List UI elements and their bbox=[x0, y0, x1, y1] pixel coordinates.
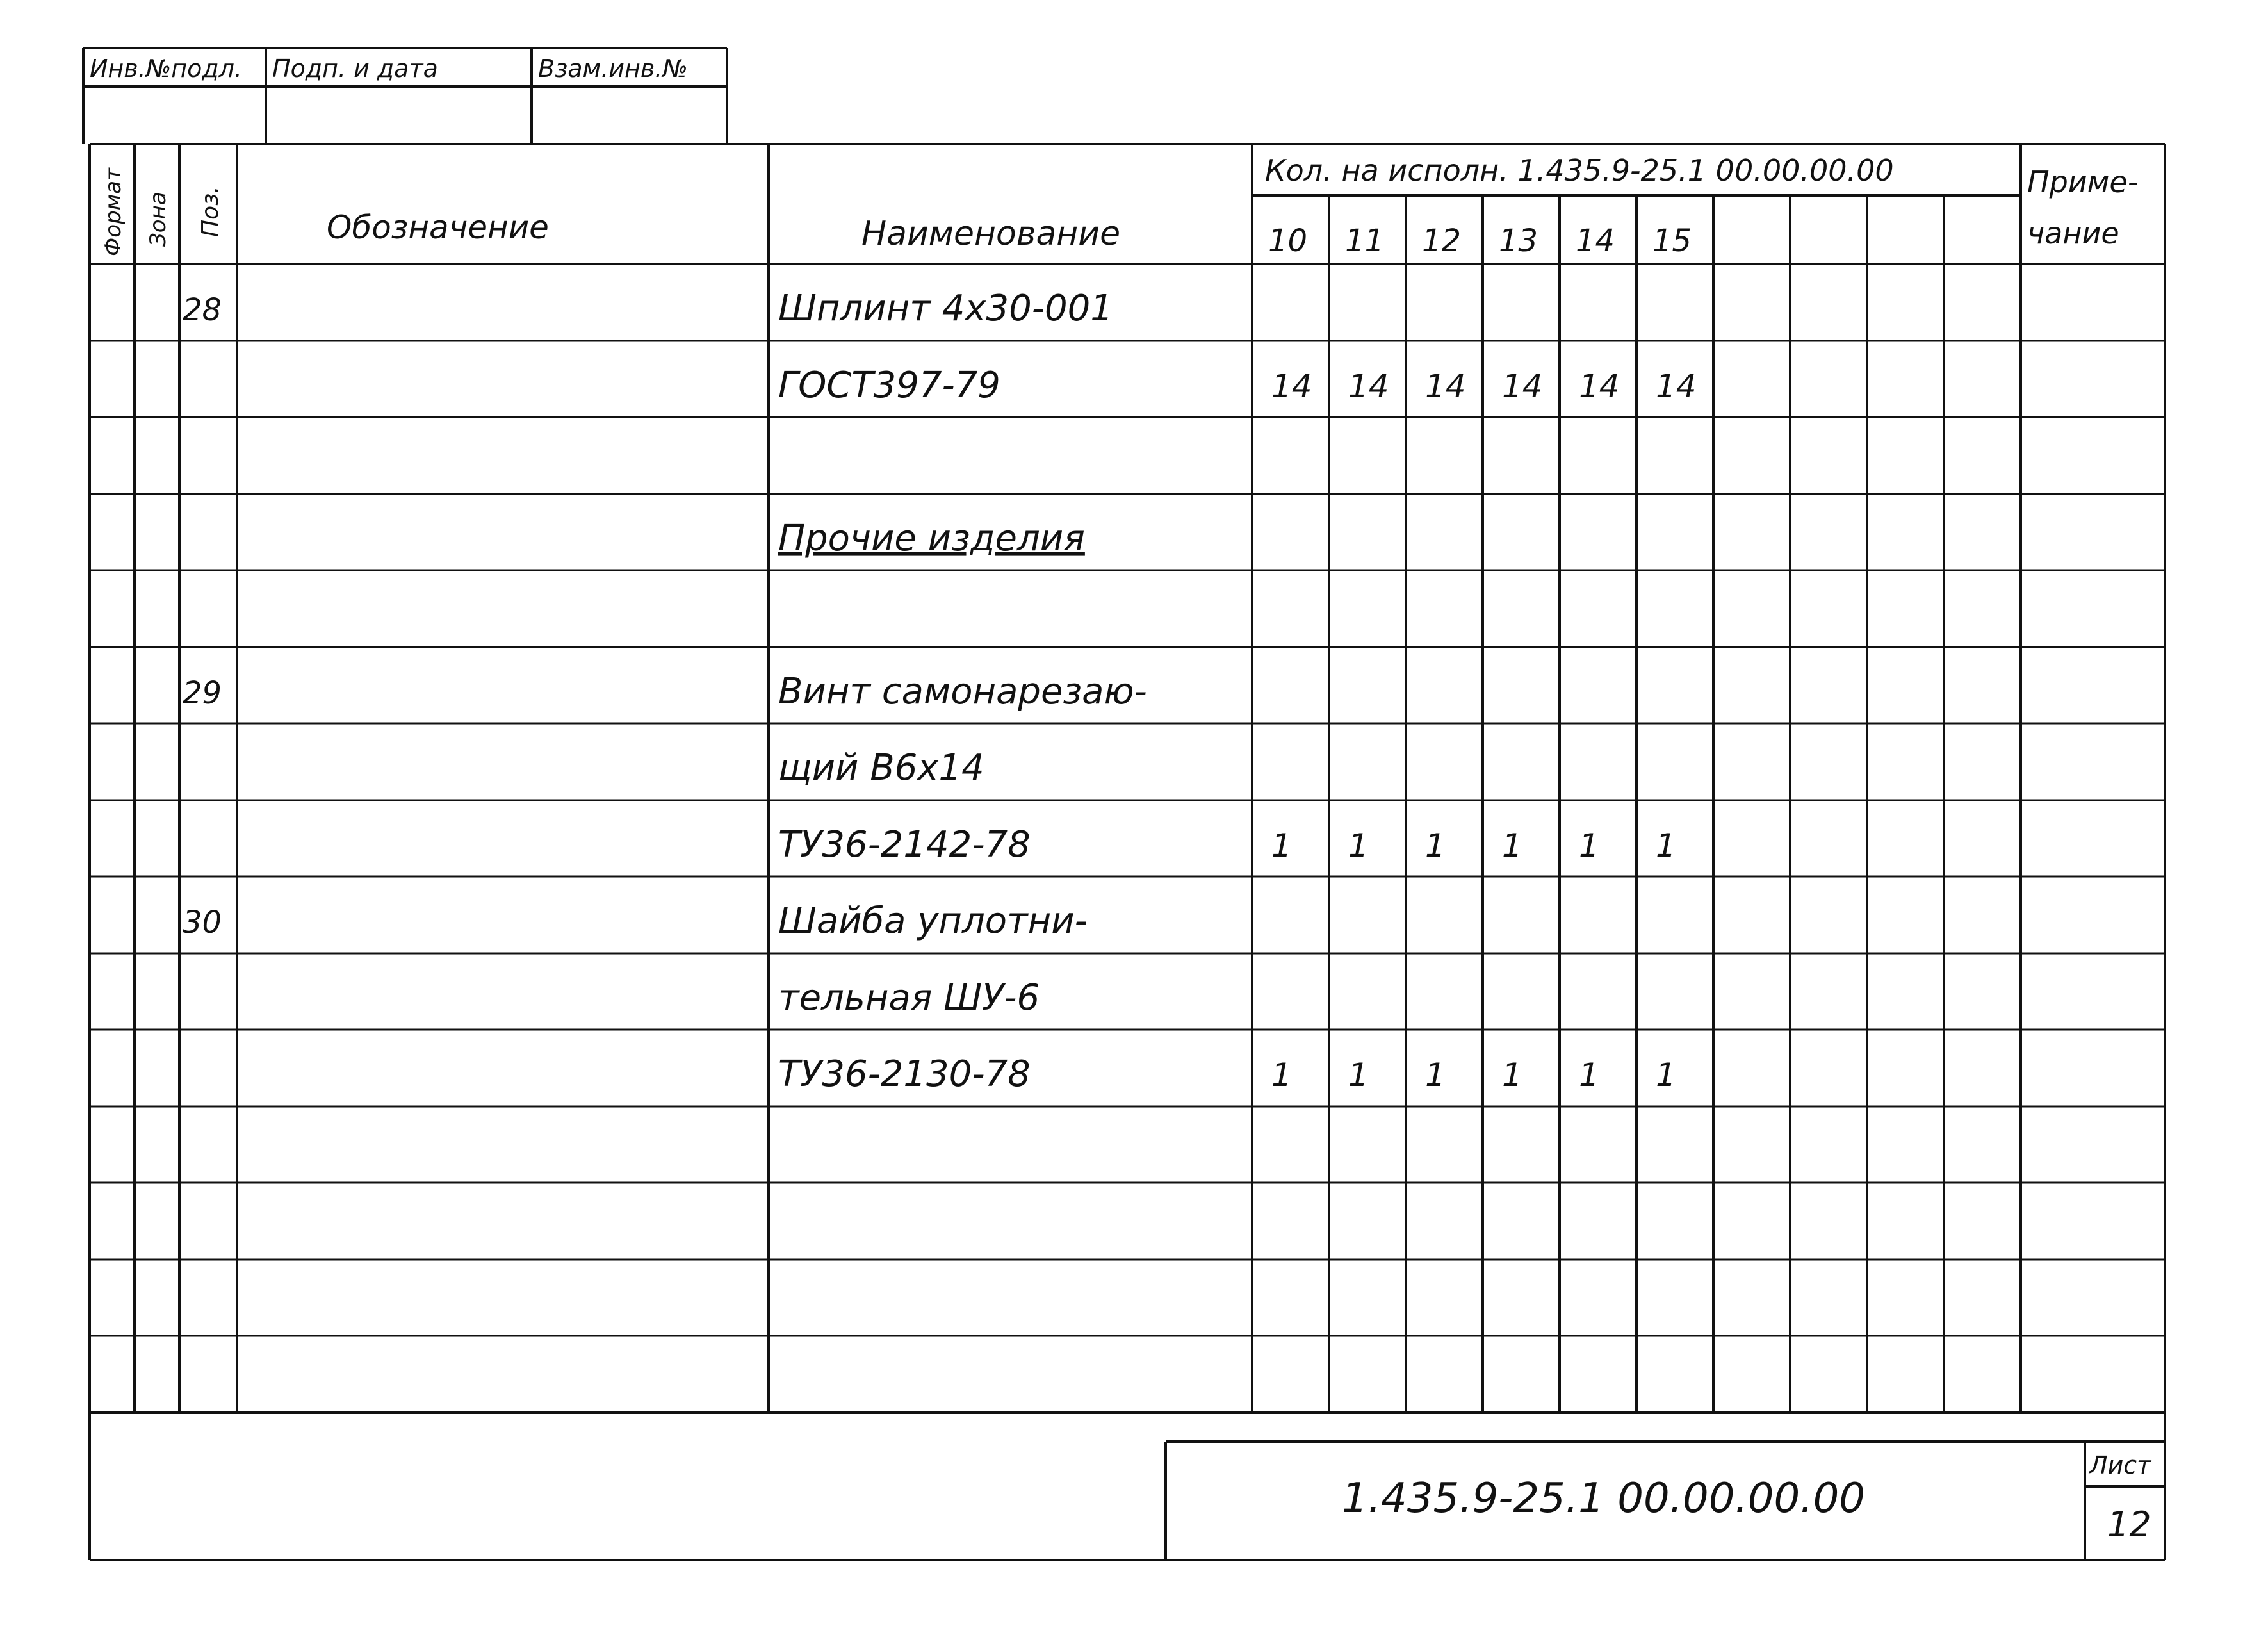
variant-header: 15 bbox=[1652, 223, 1692, 259]
row-name: Шайба уплотни- bbox=[778, 900, 1088, 942]
row-name: щий В6х14 bbox=[778, 747, 984, 789]
row-poz: 28 bbox=[183, 292, 222, 328]
stamp-podp-data: Подп. и дата bbox=[272, 54, 438, 83]
spec-table-frame bbox=[90, 144, 2165, 1560]
variant-header: 12 bbox=[1422, 223, 1462, 259]
variant-headers bbox=[1268, 223, 1692, 259]
stamp-block bbox=[83, 48, 727, 144]
row-qty: 14 bbox=[1271, 368, 1312, 405]
row-poz: 30 bbox=[183, 905, 222, 941]
table-row bbox=[183, 900, 1088, 942]
variant-header: 11 bbox=[1345, 223, 1385, 259]
column-lines bbox=[135, 144, 2021, 1413]
row-qty: 1 bbox=[1271, 1056, 1292, 1094]
header-zona: Зона bbox=[145, 192, 171, 247]
list-label: Лист bbox=[2089, 1451, 2151, 1479]
table-row bbox=[183, 288, 1113, 329]
row-name: тельная ШУ-6 bbox=[778, 977, 1040, 1019]
row-qty: 1 bbox=[1656, 827, 1676, 864]
row-qty: 1 bbox=[1502, 1056, 1522, 1094]
row-qty: 14 bbox=[1502, 368, 1543, 405]
table-body bbox=[183, 288, 1697, 1095]
header-naimenovanie: Наименование bbox=[861, 215, 1121, 253]
row-qty: 1 bbox=[1348, 827, 1369, 864]
list-number: 12 bbox=[2107, 1504, 2151, 1545]
variant-header: 13 bbox=[1499, 223, 1538, 259]
table-row bbox=[183, 671, 1147, 712]
stamp-inv-podl: Инв.№подл. bbox=[90, 54, 243, 83]
row-name: Винт самонарезаю- bbox=[778, 671, 1147, 712]
table-row bbox=[778, 977, 1040, 1019]
header-primechanie-2: чание bbox=[2027, 216, 2119, 251]
header-oboznachenie: Обозначение bbox=[327, 209, 549, 246]
table-row bbox=[778, 747, 984, 789]
row-qty: 1 bbox=[1579, 1056, 1599, 1094]
header-primechanie-1: Приме- bbox=[2027, 165, 2139, 199]
document-designation: 1.435.9-25.1 00.00.00.00 bbox=[1342, 1475, 1865, 1522]
row-name: ТУ36-2142-78 bbox=[778, 824, 1031, 866]
row-qty: 14 bbox=[1348, 368, 1389, 405]
row-qty: 14 bbox=[1579, 368, 1620, 405]
row-name: ТУ36-2130-78 bbox=[778, 1053, 1031, 1095]
table-header bbox=[101, 153, 2138, 259]
row-name: ГОСТ397-79 bbox=[778, 365, 1000, 406]
row-name: Прочие изделия bbox=[778, 518, 1085, 559]
row-qty: 1 bbox=[1271, 827, 1292, 864]
variant-header: 10 bbox=[1268, 223, 1308, 259]
row-qty: 1 bbox=[1425, 827, 1446, 864]
variant-header: 14 bbox=[1576, 223, 1615, 259]
row-poz: 29 bbox=[183, 675, 222, 711]
row-qty: 1 bbox=[1579, 827, 1599, 864]
header-poz: Поз. bbox=[197, 186, 224, 237]
header-format: Формат bbox=[101, 168, 126, 256]
row-qty: 1 bbox=[1502, 827, 1522, 864]
table-row bbox=[778, 824, 1676, 866]
row-qty: 14 bbox=[1425, 368, 1466, 405]
stamp-vzam-inv: Взам.инв.№ bbox=[538, 54, 688, 83]
title-block bbox=[1166, 1442, 2165, 1560]
row-qty: 1 bbox=[1425, 1056, 1446, 1094]
table-row bbox=[778, 518, 1085, 559]
row-qty: 14 bbox=[1656, 368, 1697, 405]
row-qty: 1 bbox=[1656, 1056, 1676, 1094]
row-qty: 1 bbox=[1348, 1056, 1369, 1094]
row-name: Шплинт 4х30-001 bbox=[778, 288, 1113, 329]
table-row bbox=[778, 1053, 1676, 1095]
header-kol-group: Кол. на исполн. 1.435.9-25.1 00.00.00.00 bbox=[1265, 153, 1894, 188]
row-lines bbox=[90, 341, 2165, 1336]
